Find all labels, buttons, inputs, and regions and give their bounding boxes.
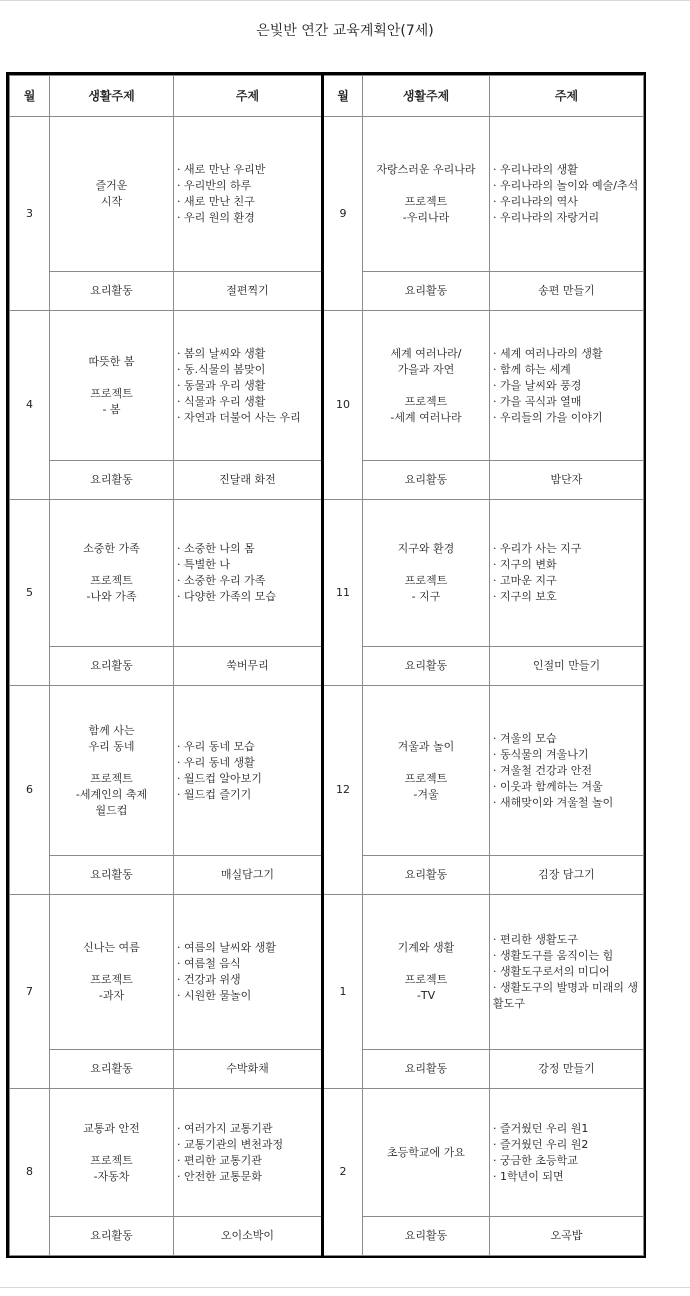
annual-plan-table [9,75,644,1256]
month-cell: 9 [323,117,363,311]
cooking-label: 요리활동 [50,856,174,895]
life-theme-cell: 따뜻한 봄 프로젝트 - 봄 [50,311,174,461]
month-cell: 1 [323,895,363,1089]
cooking-activity: 오곡밥 [490,1217,644,1256]
topics-cell: · 여러가지 교통기관 · 교통기관의 변천과정 · 편리한 교통기관 · 안전한 교통문화 [174,1089,323,1217]
month-cell: 5 [10,500,50,686]
topics-cell: · 새로 만난 우리반 · 우리반의 하루 · 새로 만난 친구 · 우리 원의 환경 [174,117,323,272]
month-cell: 12 [323,686,363,895]
topics-cell: · 우리 동네 모습 · 우리 동네 생활 · 월드컵 알아보기 · 월드컵 즐기기 [174,686,323,856]
cooking-activity: 강정 만들기 [490,1050,644,1089]
topics-cell: · 소중한 나의 몸 · 특별한 나 · 소중한 우리 가족 · 다양한 가족의 모습 [174,500,323,647]
header-theme-right: 주제 [490,76,644,117]
life-theme-cell: 자랑스러운 우리나라 프로젝트 -우리나라 [363,117,490,272]
table-row [10,1089,644,1217]
cooking-label: 요리활동 [363,856,490,895]
month-cell: 4 [10,311,50,500]
topics-cell: · 봄의 날씨와 생활 · 동.식물의 봄맞이 · 동물과 우리 생활 · 식물과 우리 생활 · 자연과 더불어 사는 우리 [174,311,323,461]
cooking-activity: 송편 만들기 [490,272,644,311]
table-row [10,117,644,272]
life-theme-cell: 지구와 환경 프로젝트 - 지구 [363,500,490,647]
table-row [10,311,644,461]
cooking-activity: 밤단자 [490,461,644,500]
cooking-label: 요리활동 [363,272,490,311]
month-cell: 3 [10,117,50,311]
life-theme-cell: 즐거운 시작 [50,117,174,272]
life-theme-cell: 세계 여러나라/ 가을과 자연 프로젝트 -세계 여러나라 [363,311,490,461]
cooking-label: 요리활동 [363,1217,490,1256]
header-month-left: 월 [10,76,50,117]
header-row [10,76,644,117]
cooking-label: 요리활동 [50,1217,174,1256]
life-theme-cell: 교통과 안전 프로젝트 -자동차 [50,1089,174,1217]
topics-cell: · 여름의 날씨와 생활 · 여름철 음식 · 건강과 위생 · 시원한 물놀이 [174,895,323,1050]
top-divider [0,0,690,1]
life-theme-cell: 신나는 여름 프로젝트 -과자 [50,895,174,1050]
cooking-activity: 수박화채 [174,1050,323,1089]
cooking-activity: 절편찍기 [174,272,323,311]
cooking-activity: 쑥버무리 [174,647,323,686]
cooking-activity: 진달래 화전 [174,461,323,500]
life-theme-cell: 함께 사는 우리 동네 프로젝트 -세계인의 축제 월드컵 [50,686,174,856]
month-cell: 2 [323,1089,363,1256]
bottom-divider [0,1287,690,1288]
table-row [10,686,644,856]
topics-cell: · 즐거웠던 우리 원1 · 즐거웠던 우리 원2 · 궁금한 초등학교 · 1학년이 되면 [490,1089,644,1217]
cooking-label: 요리활동 [363,1050,490,1089]
page-title: 은빛반 연간 교육계획안(7세) [256,23,434,39]
cooking-label: 요리활동 [50,1050,174,1089]
table-row [10,895,644,1050]
cooking-label: 요리활동 [363,461,490,500]
cooking-activity: 인절미 만들기 [490,647,644,686]
month-cell: 10 [323,311,363,500]
life-theme-cell: 겨울과 놀이 프로젝트 -겨울 [363,686,490,856]
cooking-label: 요리활동 [363,647,490,686]
topics-cell: · 편리한 생활도구 · 생활도구를 움직이는 힘 · 생활도구로서의 미디어 · 생활도구의 발명과 미래의 생활도구 [490,895,644,1050]
cooking-label: 요리활동 [50,272,174,311]
month-cell: 8 [10,1089,50,1256]
table-row [10,500,644,647]
life-theme-cell: 초등학교에 가요 [363,1089,490,1217]
life-theme-cell: 기계와 생활 프로젝트 -TV [363,895,490,1050]
header-life-theme-left: 생활주제 [50,76,174,117]
month-cell: 6 [10,686,50,895]
topics-cell: · 세계 여러나라의 생활 · 함께 하는 세계 · 가을 날씨와 풍경 · 가을 곡식과 열매 · 우리들의 가을 이야기 [490,311,644,461]
month-cell: 11 [323,500,363,686]
cooking-activity: 매실담그기 [174,856,323,895]
topics-cell: · 겨울의 모습 · 동식물의 겨울나기 · 겨울철 건강과 안전 · 이웃과 함께하는 겨울 · 새해맞이와 겨울철 놀이 [490,686,644,856]
month-cell: 7 [10,895,50,1089]
topics-cell: · 우리가 사는 지구 · 지구의 변화 · 고마운 지구 · 지구의 보호 [490,500,644,647]
cooking-label: 요리활동 [50,461,174,500]
cooking-activity: 김장 담그기 [490,856,644,895]
cooking-label: 요리활동 [50,647,174,686]
life-theme-cell: 소중한 가족 프로젝트 -나와 가족 [50,500,174,647]
header-month-right: 월 [323,76,363,117]
header-life-theme-right: 생활주제 [363,76,490,117]
plan-table-frame [6,72,646,1258]
topics-cell: · 우리나라의 생활 · 우리나라의 놀이와 예술/추석 · 우리나라의 역사 · 우리나라의 자랑거리 [490,117,644,272]
cooking-activity: 오이소박이 [174,1217,323,1256]
header-theme-left: 주제 [174,76,323,117]
